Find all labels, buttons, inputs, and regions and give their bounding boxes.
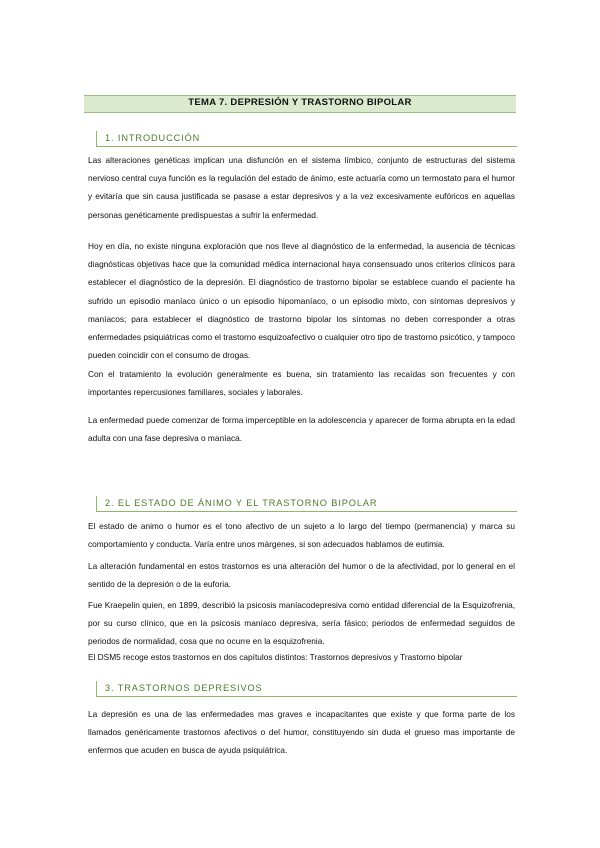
paragraph: Fue Kraepelin quien, en 1899, describió la psicosis maníacodepresiva como entidad diferencial de la Esquizofrenia, por su curso clínico, que en la psicosis maníaco depresiva, sería fásico; periodos de enfermedad seguidos de periodos de normalidad, cosa que no ocurre en la esquizofrenia. (88, 600, 515, 647)
section-heading-text: 2. EL ESTADO DE ÁNIMO Y EL TRASTORNO BIPOLAR (105, 498, 378, 508)
paragraph: La enfermedad puede comenzar de forma imperceptible en la adolescencia y aparecer de forma abrupta en la edad adulta con una fase depresiva o maníaca. (88, 415, 515, 444)
paragraph: El DSM5 recoge estos trastornos en dos capítulos distintos: Trastornos depresivos y Trastorno bipolar (88, 652, 463, 662)
paragraph: Con el tratamiento la evolución generalmente es buena, sin tratamiento las recaídas son frecuentes y con importantes repercusiones familiares, sociales y laborales. (88, 369, 515, 398)
paragraph: La alteración fundamental en estos trastornos es una alteración del humor o de la afectividad, por lo general en el sentido de la depresión o de la euforia. (88, 561, 515, 590)
paragraph: Las alteraciones genéticas implican una disfunción en el sistema límbico, conjunto de estructuras del sistema nervioso central cuya función es la regulación del estado de ánimo, este actuaría como un termostato para el humor y evitaría que sin causa justificada se pasase a estar depresivos y a la vez excesivamente eufóricos en aquellas personas genéticamente predispuestas a sufrir la enfermedad. (88, 155, 515, 220)
paragraph: Hoy en día, no existe ninguna exploración que nos lleve al diagnóstico de la enfermedad, la ausencia de técnicas diagnósticas objetivas hace que la comunidad médica internacional haya consensuado unos criterios clínicos para establecer el diagnóstico de la depresión. El diagnóstico de trastorno bipolar se establece cuando el paciente ha sufrido un episodio maníaco único o un episodio hipomaníaco, o un episodio mixto, con síntomas depresivos y maníacos; para establecer el diagnóstico de trastorno bipolar los síntomas no deben corresponder a otras enfermedades psiquiátricas como el trastorno esquizoafectivo o cualquier otro tipo de trastorno psicótico, y tampoco pueden coincidir con el consumo de drogas. (88, 241, 515, 361)
paragraph: El estado de animo o humor es el tono afectivo de un sujeto a lo largo del tiempo (permanencia) y marca su comportamiento y conducta. Varía entre unos márgenes, si son adecuados hablamos de eutimia. (88, 521, 515, 550)
section-heading-text: 3. TRASTORNOS DEPRESIVOS (105, 683, 263, 693)
section-heading-trastornos-depresivos (96, 681, 517, 697)
section-heading-estado-de-animo (96, 496, 517, 512)
document-title-bar (84, 95, 516, 113)
section-heading-introduccion (96, 131, 517, 147)
paragraph: La depresión es una de las enfermedades mas graves e incapacitantes que existe y que forma parte de los llamados genéricamente trastornos afectivos o del humor, constituyendo sin duda el grueso mas importante de enfermos que acuden en busca de ayuda psiquiátrica. (88, 709, 515, 756)
document-title: TEMA 7. DEPRESIÓN Y TRASTORNO BIPOLAR (188, 97, 412, 108)
section-heading-text: 1. INTRODUCCIÓN (105, 133, 201, 143)
